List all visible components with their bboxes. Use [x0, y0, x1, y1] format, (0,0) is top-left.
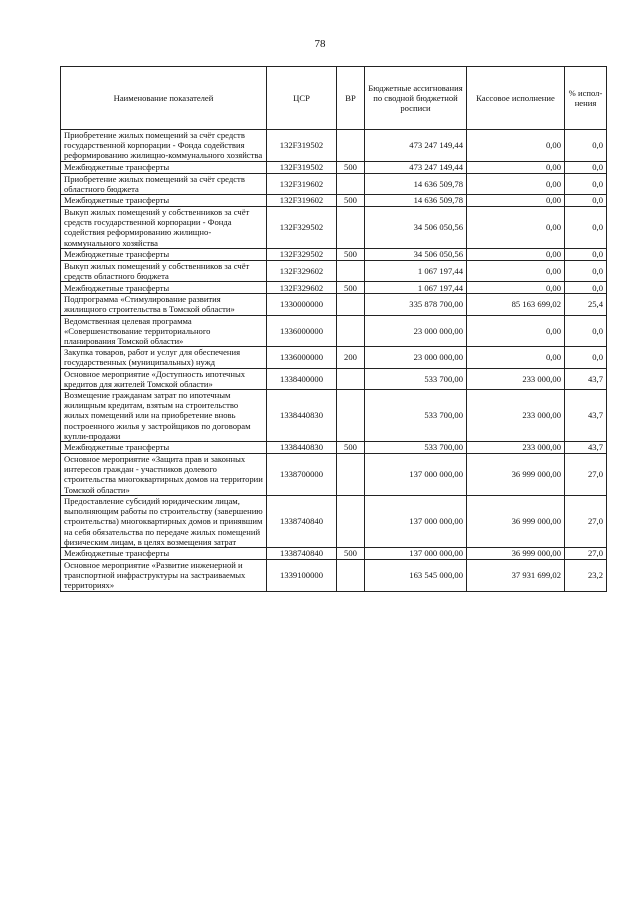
table-row: [61, 454, 607, 496]
cell-percent: 43,7: [565, 442, 607, 454]
cell-allocation: 23 000 000,00: [365, 347, 467, 368]
table-row: [61, 260, 607, 281]
cell-csr: 132F319602: [267, 195, 337, 207]
cell-vr: [337, 260, 365, 281]
table-row: [61, 207, 607, 249]
cell-allocation: 533 700,00: [365, 390, 467, 442]
cell-name: Основное мероприятие «Доступность ипотечных кредитов для жителей Томской области»: [61, 368, 267, 389]
cell-name: Приобретение жилых помещений за счёт средств областного бюджета: [61, 173, 267, 194]
cell-allocation: 163 545 000,00: [365, 559, 467, 591]
cell-vr: [337, 368, 365, 389]
table-row: [61, 173, 607, 194]
cell-name: Межбюджетные трансферты: [61, 442, 267, 454]
cell-percent: 0,0: [565, 248, 607, 260]
cell-allocation: 533 700,00: [365, 442, 467, 454]
cell-cash: 0,00: [467, 260, 565, 281]
header-vr: ВР: [337, 67, 365, 130]
cell-cash: 0,00: [467, 248, 565, 260]
page-number: 78: [314, 38, 326, 50]
cell-allocation: 335 878 700,00: [365, 294, 467, 315]
cell-vr: 500: [337, 547, 365, 559]
cell-vr: [337, 207, 365, 249]
header-csr: ЦСР: [267, 67, 337, 130]
cell-cash: 233 000,00: [467, 390, 565, 442]
cell-allocation: 14 636 509,78: [365, 195, 467, 207]
cell-csr: 1338740840: [267, 495, 337, 547]
cell-vr: [337, 454, 365, 496]
cell-allocation: 473 247 149,44: [365, 161, 467, 173]
cell-cash: 233 000,00: [467, 442, 565, 454]
cell-name: Подпрограмма «Стимулирование развития жилищного строительства в Томской области»: [61, 294, 267, 315]
cell-cash: 85 163 699,02: [467, 294, 565, 315]
table-row: [61, 195, 607, 207]
cell-vr: [337, 495, 365, 547]
cell-csr: 1336000000: [267, 347, 337, 368]
table-row: [61, 130, 607, 162]
cell-csr: 1338700000: [267, 454, 337, 496]
cell-vr: [337, 559, 365, 591]
cell-name: Межбюджетные трансферты: [61, 161, 267, 173]
cell-vr: [337, 315, 365, 347]
cell-csr: 1338440830: [267, 442, 337, 454]
cell-csr: 1330000000: [267, 294, 337, 315]
cell-percent: 0,0: [565, 347, 607, 368]
header-cash-execution: Кассовое исполнение: [467, 67, 565, 130]
cell-allocation: 473 247 149,44: [365, 130, 467, 162]
table-row: [61, 442, 607, 454]
cell-vr: [337, 390, 365, 442]
table-row: [61, 248, 607, 260]
cell-csr: 132F319502: [267, 161, 337, 173]
cell-percent: 0,0: [565, 282, 607, 294]
cell-name: Межбюджетные трансферты: [61, 282, 267, 294]
cell-cash: 37 931 699,02: [467, 559, 565, 591]
cell-percent: 0,0: [565, 260, 607, 281]
cell-csr: 1339100000: [267, 559, 337, 591]
table-row: [61, 495, 607, 547]
cell-csr: 1336000000: [267, 315, 337, 347]
cell-cash: 233 000,00: [467, 368, 565, 389]
cell-vr: 200: [337, 347, 365, 368]
cell-percent: 0,0: [565, 161, 607, 173]
table-row: [61, 347, 607, 368]
cell-cash: 36 999 000,00: [467, 547, 565, 559]
cell-vr: 500: [337, 282, 365, 294]
cell-allocation: 23 000 000,00: [365, 315, 467, 347]
cell-cash: 0,00: [467, 173, 565, 194]
header-execution-percent: % испол-нения: [565, 67, 607, 130]
table-row: [61, 282, 607, 294]
cell-name: Ведомственная целевая программа «Совершенствование территориального планирования Томской области»: [61, 315, 267, 347]
cell-percent: 0,0: [565, 195, 607, 207]
cell-csr: 132F329502: [267, 248, 337, 260]
cell-percent: 0,0: [565, 315, 607, 347]
cell-allocation: 14 636 509,78: [365, 173, 467, 194]
cell-name: Выкуп жилых помещений у собственников за счёт средств государственной корпорации - Фонда содействия реформированию жилищно-коммунального хозяйства: [61, 207, 267, 249]
cell-allocation: 1 067 197,44: [365, 282, 467, 294]
header-name: Наименование показателей: [61, 67, 267, 130]
header-allocations: Бюджетные ассигнования по сводной бюджетной росписи: [365, 67, 467, 130]
cell-cash: 0,00: [467, 347, 565, 368]
cell-cash: 0,00: [467, 207, 565, 249]
table-row: [61, 315, 607, 347]
cell-csr: 132F329602: [267, 260, 337, 281]
cell-csr: 1338440830: [267, 390, 337, 442]
cell-allocation: 137 000 000,00: [365, 454, 467, 496]
cell-allocation: 1 067 197,44: [365, 260, 467, 281]
cell-cash: 36 999 000,00: [467, 454, 565, 496]
cell-vr: 500: [337, 161, 365, 173]
cell-cash: 0,00: [467, 195, 565, 207]
cell-cash: 0,00: [467, 161, 565, 173]
cell-percent: 0,0: [565, 130, 607, 162]
table-row: [61, 161, 607, 173]
cell-cash: 0,00: [467, 315, 565, 347]
cell-percent: 43,7: [565, 390, 607, 442]
cell-vr: 500: [337, 195, 365, 207]
cell-vr: 500: [337, 442, 365, 454]
cell-name: Выкуп жилых помещений у собственников за счёт средств областного бюджета: [61, 260, 267, 281]
cell-name: Межбюджетные трансферты: [61, 547, 267, 559]
cell-percent: 27,0: [565, 547, 607, 559]
cell-allocation: 533 700,00: [365, 368, 467, 389]
cell-percent: 0,0: [565, 207, 607, 249]
cell-name: Приобретение жилых помещений за счёт средств государственной корпорации - Фонда содействия реформированию жилищно-коммунального хозяйства: [61, 130, 267, 162]
table-row: [61, 390, 607, 442]
table-row: [61, 294, 607, 315]
cell-percent: 0,0: [565, 173, 607, 194]
cell-percent: 43,7: [565, 368, 607, 389]
cell-allocation: 34 506 050,56: [365, 248, 467, 260]
cell-csr: 132F319502: [267, 130, 337, 162]
cell-cash: 36 999 000,00: [467, 495, 565, 547]
cell-cash: 0,00: [467, 282, 565, 294]
cell-csr: 1338740840: [267, 547, 337, 559]
table-header-row: [61, 67, 607, 130]
cell-vr: 500: [337, 248, 365, 260]
cell-name: Закупка товаров, работ и услуг для обеспечения государственных (муниципальных) нужд: [61, 347, 267, 368]
cell-csr: 132F329502: [267, 207, 337, 249]
cell-vr: [337, 130, 365, 162]
cell-csr: 132F319602: [267, 173, 337, 194]
cell-name: Предоставление субсидий юридическим лицам, выполняющим работы по строительству (завершению строительства) многоквартирных домов и принявшим на себя обязательства по передаче жилых помещений физическим лицам, в целях возмещения затрат: [61, 495, 267, 547]
cell-percent: 27,0: [565, 454, 607, 496]
cell-csr: 1338400000: [267, 368, 337, 389]
cell-allocation: 137 000 000,00: [365, 495, 467, 547]
cell-cash: 0,00: [467, 130, 565, 162]
cell-name: Основное мероприятие «Защита прав и законных интересов граждан - участников долевого строительства многоквартирных домов на территории Томской области»: [61, 454, 267, 496]
cell-allocation: 137 000 000,00: [365, 547, 467, 559]
cell-name: Возмещение гражданам затрат по ипотечным жилищным кредитам, взятым на строительство жилых помещений или на приобретение вновь построенного жилья у застройщиков по договорам купли-продажи: [61, 390, 267, 442]
cell-percent: 27,0: [565, 495, 607, 547]
cell-percent: 25,4: [565, 294, 607, 315]
budget-table: [60, 66, 607, 592]
table-row: [61, 368, 607, 389]
cell-allocation: 34 506 050,56: [365, 207, 467, 249]
cell-name: Межбюджетные трансферты: [61, 195, 267, 207]
cell-name: Основное мероприятие «Развитие инженерной и транспортной инфраструктуры на застраиваемых территориях»: [61, 559, 267, 591]
table-row: [61, 559, 607, 591]
cell-vr: [337, 173, 365, 194]
cell-name: Межбюджетные трансферты: [61, 248, 267, 260]
table-row: [61, 547, 607, 559]
cell-percent: 23,2: [565, 559, 607, 591]
cell-csr: 132F329602: [267, 282, 337, 294]
cell-vr: [337, 294, 365, 315]
